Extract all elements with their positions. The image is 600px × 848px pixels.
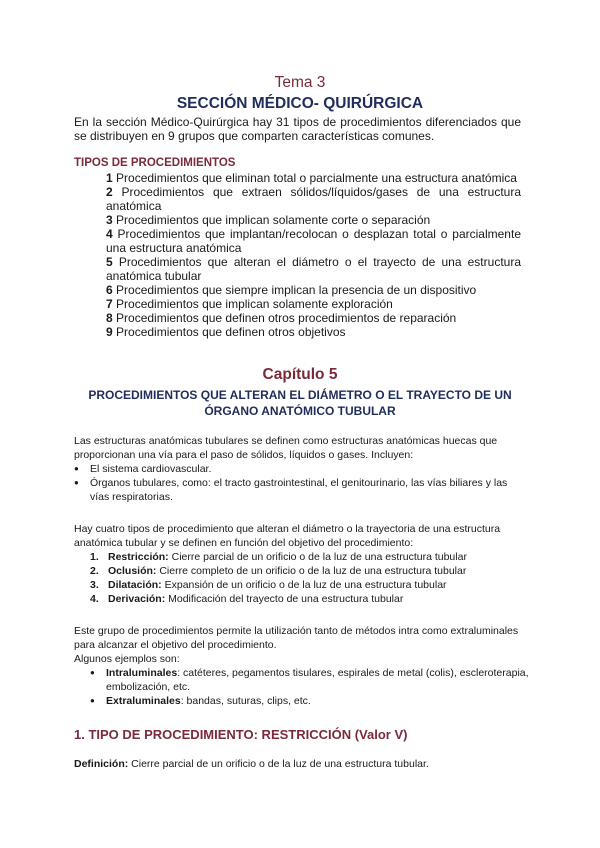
tipos-procedimiento-section [74, 522, 529, 606]
item-number: 2 [106, 185, 113, 199]
item-desc: Cierre parcial de un orificio o de la luz de una estructura tubular [171, 551, 467, 563]
item-term: Intraluminales [106, 667, 178, 679]
list-item [106, 227, 521, 255]
item-number: 4 [106, 227, 113, 241]
item-desc: Modificación del trayecto de una estructura tubular [168, 593, 404, 605]
item-term: Dilatación: [108, 579, 162, 591]
list-item [106, 283, 521, 297]
estructuras-section [74, 434, 529, 504]
list-item [106, 185, 521, 213]
tipos-heading: TIPOS DE PROCEDIMIENTOS [74, 157, 236, 169]
definition-text: Cierre parcial de un orificio o de la luz de una estructura tubular. [131, 758, 429, 770]
list-item [106, 325, 521, 339]
item-text: Procedimientos que eliminan total o parcialmente una estructura anatómica [116, 171, 517, 185]
list-item [90, 694, 529, 708]
item-text: Procedimientos que implican solamente exploración [116, 297, 393, 311]
capitulo-subtitle: PROCEDIMIENTOS QUE ALTERAN EL DIÁMETRO O EL TRAYECTO DE UN ÓRGANO ANATÓMICO TUBULAR [88, 388, 512, 418]
list-item [106, 297, 521, 311]
item-number: 5 [106, 255, 113, 269]
item-term: Oclusión: [108, 565, 157, 577]
metodos-text: Este grupo de procedimientos permite la utilización tanto de métodos intra como extraluminales para alcanzar el objetivo del procedimiento. [74, 625, 519, 651]
item-number: 6 [106, 283, 113, 297]
item-desc: : catéteres, pegamentos tisulares, espirales de metal (colis), escleroterapia, embolización, etc. [106, 667, 529, 693]
tema-title: Tema 3 [274, 74, 326, 91]
item-number: 1. [90, 551, 99, 563]
metodos-list [90, 666, 529, 708]
item-number: 3. [90, 579, 99, 591]
item-desc: : bandas, suturas, clips, etc. [180, 695, 311, 707]
item-number: 9 [106, 325, 113, 339]
definition-label: Definición: [74, 758, 129, 770]
capitulo-title: Capítulo 5 [262, 366, 338, 383]
item-text: Procedimientos que implantan/recolocan o desplazan total o parcialmente una estructura anatómica [106, 227, 521, 255]
item-term: Restricción: [108, 551, 169, 563]
item-number: 8 [106, 311, 113, 325]
estructuras-text: Las estructuras anatómicas tubulares se definen como estructuras anatómicas huecas que proporcionan una vía para el paso de sólidos, líquidos o gases. Incluyen: [74, 435, 498, 461]
item-number: 1 [106, 171, 113, 185]
list-item [106, 255, 521, 283]
section-heading: 1. TIPO DE PROCEDIMIENTO: RESTRICCIÓN (Valor V) [74, 727, 408, 742]
estructuras-list [74, 462, 529, 504]
item-number: 4. [90, 593, 99, 605]
list-item [90, 550, 529, 564]
list-item: ● El sistema cardiovascular. [74, 462, 529, 476]
item-number: 2. [90, 565, 99, 577]
tipos-proc-list [90, 550, 529, 606]
item-text: Procedimientos que siempre implican la presencia de un dispositivo [116, 283, 477, 297]
item-text: Procedimientos que extraen sólidos/líquidos/gases de una estructura anatómica [106, 185, 521, 213]
tipos-proc-text: Hay cuatro tipos de procedimiento que alteran el diámetro o la trayectoria de una estructura anatómica tubular y se definen en función del objetivo del procedimiento: [74, 523, 501, 549]
item-desc: Cierre completo de un orificio o de la luz de una estructura tubular [159, 565, 467, 577]
seccion-title: SECCIÓN MÉDICO- QUIRÚRGICA [176, 95, 424, 112]
list-item [106, 213, 521, 227]
item-term: Extraluminales [106, 695, 181, 707]
list-item [106, 311, 521, 325]
item-text: Procedimientos que definen otros procedimientos de reparación [116, 311, 457, 325]
intro-text: En la sección Médico-Quirúrgica hay 31 tipos de procedimientos diferenciados que se distribuyen en 9 grupos que comparten características comunes. [74, 115, 521, 143]
item-number: 7 [106, 297, 113, 311]
list-item [106, 171, 521, 185]
definition-line [74, 758, 429, 770]
list-item [90, 666, 529, 694]
item-text: Procedimientos que alteran el diámetro o el trayecto de una estructura anatómica tubular [106, 255, 521, 283]
list-item: ● Órganos tubulares, como: el tracto gastrointestinal, el genitourinario, las vías biliares y las vías respiratorias. [74, 476, 529, 504]
list-item [90, 564, 529, 578]
metodos-section [74, 624, 529, 708]
list-item [90, 592, 529, 606]
metodos-ejemplos: Algunos ejemplos son: [74, 653, 180, 665]
item-desc: Expansión de un orificio o de la luz de una estructura tubular [164, 579, 447, 591]
list-item [90, 578, 529, 592]
item-number: 3 [106, 213, 113, 227]
intro-paragraph [74, 115, 521, 143]
item-text: Procedimientos que definen otros objetivos [116, 325, 346, 339]
tipos-list [106, 171, 521, 339]
item-term: Derivación: [108, 593, 166, 605]
item-text: Procedimientos que implican solamente corte o separación [116, 213, 431, 227]
